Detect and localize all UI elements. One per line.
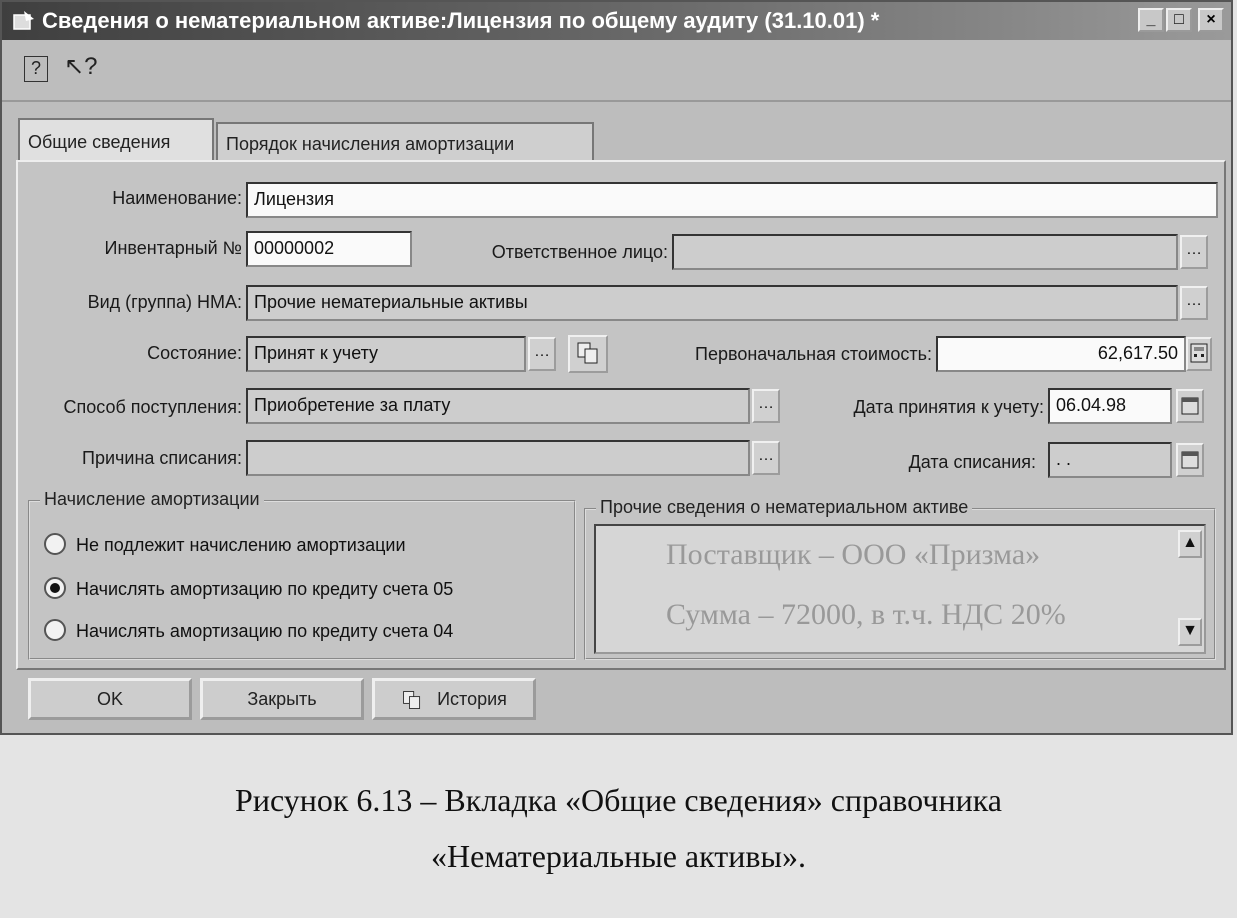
maximize-button[interactable] <box>1166 8 1192 32</box>
writeoff-date-picker-button[interactable] <box>1176 443 1204 477</box>
initial-cost-field[interactable]: 62,617.50 <box>936 336 1186 372</box>
radio-button-icon <box>44 619 66 641</box>
asset-kind-select-button[interactable]: … <box>1180 286 1208 320</box>
minimize-icon: _ <box>1146 11 1156 28</box>
figure-caption-line-2: «Нематериальные активы». <box>431 838 806 874</box>
asset-kind-field[interactable]: Прочие нематериальные активы <box>246 285 1178 321</box>
inventory-number-field[interactable]: 00000002 <box>246 231 412 267</box>
history-button-label: История <box>437 689 507 709</box>
writeoff-reason-select-button[interactable]: … <box>752 441 780 475</box>
whats-this-icon[interactable] <box>64 52 98 82</box>
app-icon <box>12 9 36 33</box>
state-field[interactable]: Принят к учету <box>246 336 526 372</box>
window-title: Сведения о нематериальном активе:Лицензия по общему аудиту (31.10.01) * <box>42 8 880 33</box>
radio-no-amortization[interactable] <box>44 530 406 560</box>
writeoff-date-label: Дата списания: <box>908 452 1036 472</box>
radio-label: Начислять амортизацию по кредиту счета 05 <box>76 579 454 599</box>
amortization-group-title: Начисление амортизации <box>40 489 264 510</box>
other-info-memo[interactable] <box>594 524 1206 654</box>
whats-this-glyph: ↖? <box>64 53 98 80</box>
copy-icon <box>575 340 601 366</box>
amortization-group <box>28 489 576 660</box>
memo-scroll-up-button[interactable] <box>1178 530 1202 558</box>
name-field[interactable]: Лицензия <box>246 182 1218 218</box>
calculator-button[interactable] <box>1186 337 1212 371</box>
writeoff-reason-field[interactable] <box>246 440 750 476</box>
responsible-person-select-button[interactable]: … <box>1180 235 1208 269</box>
figure-caption-line-1: Рисунок 6.13 – Вкладка «Общие сведения» справочника <box>235 782 1002 818</box>
receipt-method-field[interactable]: Приобретение за плату <box>246 388 750 424</box>
other-info-group <box>584 497 1216 660</box>
radio-label: Не подлежит начислению амортизации <box>76 535 406 555</box>
other-info-group-title: Прочие сведения о нематериальном активе <box>596 497 972 518</box>
state-select-button[interactable]: … <box>528 337 556 371</box>
radio-button-selected-icon <box>44 577 66 599</box>
writeoff-reason-label: Причина списания: <box>82 448 242 468</box>
scroll-down-icon: ▼ <box>1182 622 1198 639</box>
acceptance-date-label: Дата принятия к учету: <box>853 397 1044 417</box>
acceptance-date-field[interactable]: 06.04.98 <box>1048 388 1172 424</box>
receipt-method-select-button[interactable]: … <box>752 389 780 423</box>
title-bar[interactable] <box>2 2 1231 40</box>
close-button[interactable]: Закрыть <box>200 678 364 720</box>
history-button[interactable] <box>372 678 536 720</box>
responsible-person-label: Ответственное лицо: <box>491 242 668 262</box>
inventory-number-label: Инвентарный № <box>104 238 242 258</box>
radio-label: Начислять амортизацию по кредиту счета 04 <box>76 621 454 641</box>
writeoff-date-field[interactable]: . . <box>1048 442 1172 478</box>
tab-amortization-order[interactable] <box>216 122 594 162</box>
name-label: Наименование: <box>112 188 242 208</box>
calculator-icon <box>1190 343 1208 363</box>
tab-amortization-order-label: Порядок начисления амортизации <box>226 134 515 154</box>
asset-kind-label: Вид (группа) НМА: <box>87 292 242 312</box>
scroll-up-icon: ▲ <box>1182 534 1198 551</box>
state-label: Состояние: <box>147 343 242 363</box>
toolbar <box>2 40 1231 102</box>
ok-button[interactable]: OK <box>28 678 192 720</box>
memo-line-1: Поставщик – ООО «Призма» <box>666 538 1041 571</box>
tab-general-info[interactable] <box>18 118 214 162</box>
radio-amortization-account-05[interactable] <box>44 574 453 604</box>
tab-general-info-label: Общие сведения <box>28 132 171 152</box>
radio-button-icon <box>44 533 66 555</box>
receipt-method-label: Способ поступления: <box>63 397 242 417</box>
minimize-button[interactable] <box>1138 8 1164 32</box>
memo-line-2: Сумма – 72000, в т.ч. НДС 20% <box>666 598 1066 631</box>
close-icon: × <box>1206 11 1216 28</box>
acceptance-date-picker-button[interactable] <box>1176 389 1204 423</box>
initial-cost-label: Первоначальная стоимость: <box>695 344 932 364</box>
calendar-icon <box>1181 449 1199 469</box>
help-glyph: ? <box>30 58 41 78</box>
maximize-icon: □ <box>1174 11 1184 28</box>
help-icon[interactable] <box>24 56 48 82</box>
copy-state-button[interactable] <box>568 335 608 373</box>
calendar-icon <box>1181 395 1199 415</box>
responsible-person-field[interactable] <box>672 234 1178 270</box>
memo-scroll-down-button[interactable] <box>1178 618 1202 646</box>
radio-amortization-account-04[interactable] <box>44 616 453 646</box>
close-window-button[interactable] <box>1198 8 1224 32</box>
history-icon <box>401 689 423 711</box>
